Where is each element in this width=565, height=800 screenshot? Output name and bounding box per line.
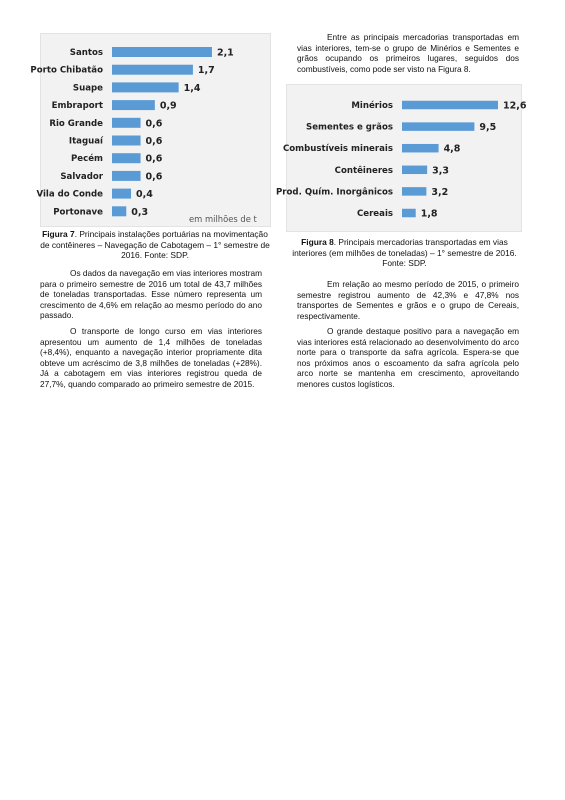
category-label: Prod. Quím. Inorgânicos <box>275 187 393 198</box>
value-label: 0,4 <box>136 189 153 201</box>
value-label: 0,9 <box>159 100 177 112</box>
value-label: 0,6 <box>145 153 163 165</box>
bar <box>402 122 474 131</box>
value-label: 1,8 <box>420 208 438 220</box>
figure-8-caption-text: . Principais mercadorias transportadas em vias interiores (em milhões de toneladas) – 1° semestre de 2016. Fonte: SDP. <box>292 237 517 268</box>
paragraph-2: O transporte de longo curso em vias interiores apresentou um aumento de 1,4 milhões de toneladas (+8,4%), enquanto a navegação interior propriamente dita obteve um acréscimo de 3,8 milhões de toneladas (+28%). Já a cabotagem em vias interiores registrou queda de 27,7%, quando comparado ao primeiro semestre de 2015. <box>40 326 262 389</box>
figure-7-caption-text: . Principais instalações portuárias na movimentação de contêineres – Navegação de Cabotagem – 1° semestre de 2016. Fonte: SDP. <box>40 229 270 260</box>
bar <box>402 187 426 196</box>
paragraph-1: Os dados da navegação em vias interiores mostram para o primeiro semestre de 2016 um total de 43,7 milhões de toneladas transportadas. Esse número representa um crescimento de 4,6% em relação ao mesmo período do ano passado. <box>40 268 262 321</box>
category-label: Minérios <box>351 101 393 111</box>
value-label: 0,3 <box>131 206 149 218</box>
category-label: Porto Chibatão <box>30 65 103 76</box>
value-label: 1,7 <box>197 65 215 77</box>
paragraph-4: O grande destaque positivo para a navegação em vias interiores está relacionado ao desenvolvimento do arco norte para o transporte da safra agrícola. Espera-se que nos próximos anos o escoamento da safra agrícola pelo arco norte se mantenha em crescimento, aproveitando menores custos logísticos. <box>297 326 519 389</box>
category-label: Vila do Conde <box>36 189 103 200</box>
figure-8-chart <box>275 84 527 232</box>
category-label: Itaguaí <box>68 136 103 147</box>
value-label: 0,6 <box>145 171 163 183</box>
figure-7-chart <box>30 33 271 227</box>
value-label: 4,8 <box>443 143 461 155</box>
value-label: 9,5 <box>479 122 497 134</box>
bar <box>112 82 179 92</box>
category-label: Sementes e grãos <box>306 122 393 133</box>
figure-8-svg <box>275 85 527 231</box>
bar <box>112 118 141 128</box>
bar <box>112 206 126 216</box>
category-label: Santos <box>69 48 103 58</box>
figure-7-caption-label: Figura 7 <box>42 229 75 239</box>
value-label: 0,6 <box>145 136 163 147</box>
category-label: Pecém <box>70 154 103 165</box>
bar <box>402 209 416 218</box>
category-label: Combustíveis minerais <box>282 144 393 155</box>
value-label: 12,6 <box>503 100 527 112</box>
category-label: Portonave <box>53 207 103 218</box>
figure-7-unit-note: em milhões de t <box>189 214 257 224</box>
value-label: 3,3 <box>432 165 449 177</box>
bar <box>402 144 439 153</box>
category-label: Rio Grande <box>49 118 103 129</box>
bar <box>112 171 141 181</box>
category-label: Cereais <box>356 209 393 219</box>
value-label: 2,1 <box>216 47 234 59</box>
figure-7-svg <box>30 34 270 226</box>
bar <box>402 101 498 110</box>
value-label: 1,4 <box>183 82 201 94</box>
bar <box>112 153 141 163</box>
figure-7-caption <box>40 229 270 261</box>
value-label: 3,2 <box>431 186 449 198</box>
bar <box>112 100 155 110</box>
category-label: Contêineres <box>334 165 393 176</box>
bar <box>112 47 212 57</box>
bar <box>112 189 131 199</box>
bar <box>112 136 141 146</box>
paragraph-3: Em relação ao mesmo período de 2015, o primeiro semestre registrou aumento de 42,3% e 47,8% nos transportes de Sementes e grãos e o grupo de Cereais, respectivamente. <box>297 279 519 321</box>
figure-8-caption-label: Figura 8 <box>301 237 334 247</box>
category-label: Salvador <box>60 171 103 182</box>
category-label: Embraport <box>51 101 103 112</box>
value-label: 0,6 <box>145 118 163 130</box>
bar <box>402 166 427 175</box>
category-label: Suape <box>72 83 103 94</box>
figure-8-caption <box>292 237 517 269</box>
paragraph-intro: Entre as principais mercadorias transportadas em vias interiores, tem-se o grupo de Minérios e Sementes e grãos ocupando os primeiros lugares, seguidos dos combustíveis, como pode ser visto na Figura 8. <box>297 32 519 74</box>
bar <box>112 65 193 75</box>
